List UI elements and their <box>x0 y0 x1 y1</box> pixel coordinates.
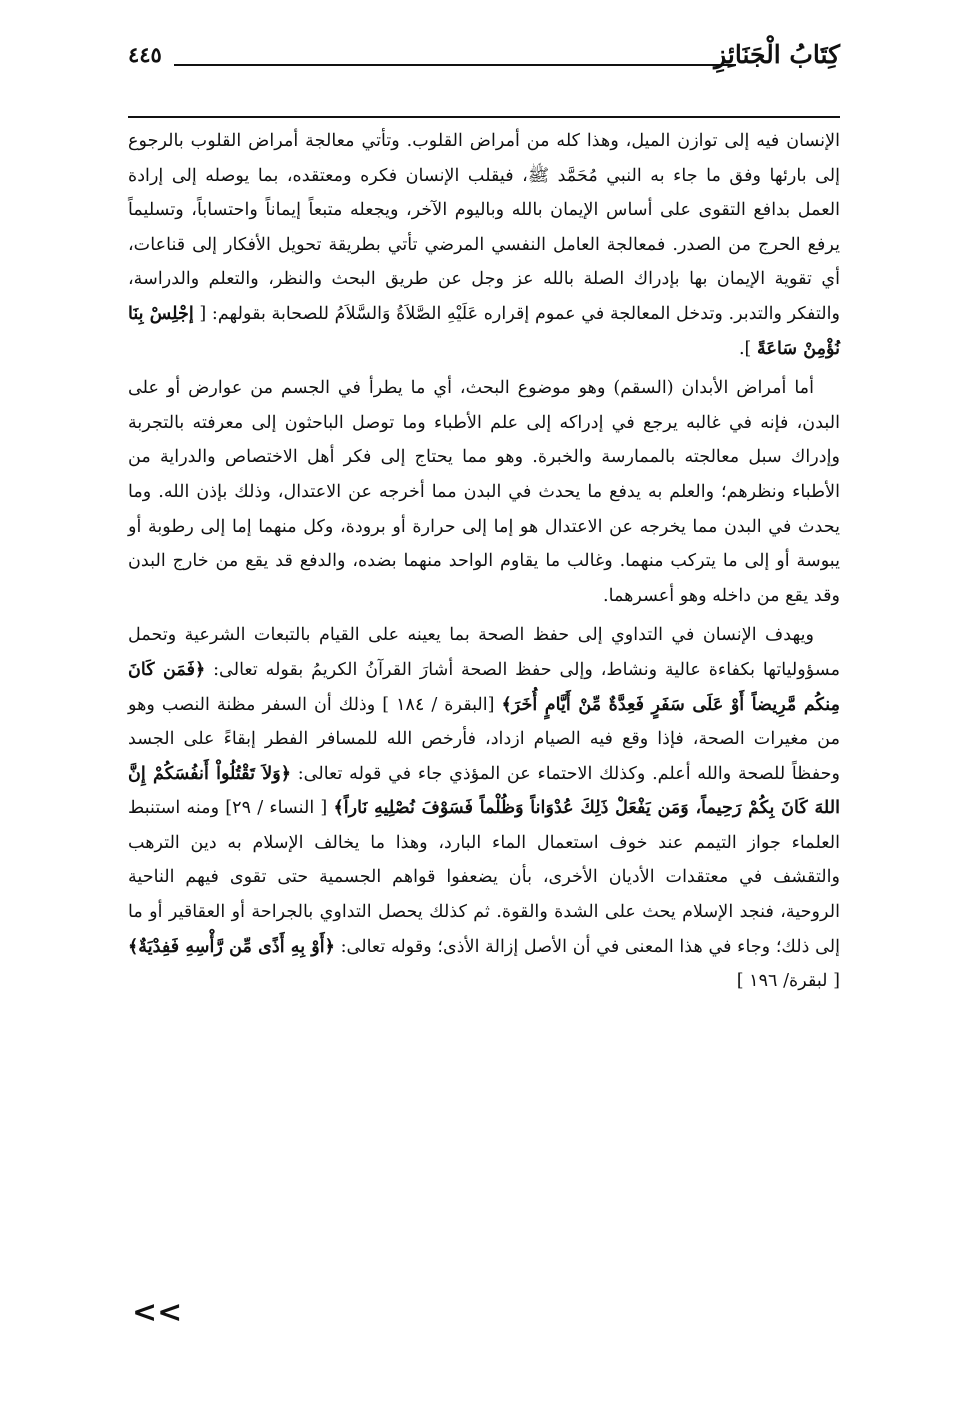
quran-verse: ﴿وَلاَ تَقْتُلُواْ أَنفُسَكُمْ إِنَّ اللهَ كَانَ بِكُمْ رَحِيماً، وَمَن يَفْعَلْ ذَلِكَ عُدْوَاناً وَظُلْماً فَسَوْفَ نُصْلِيهِ نَاراً﴾ <box>128 762 841 819</box>
text-segment: [البقرة / ١٨٤ ] وذلك أن السفر مظنة النصب وهو من مغيرات الصحة، فإذا وقع فيه الصيام ازداد، فأرخص الله للمسافر الفطر إبقاءً على الجسد وحفظاً للصحة والله أعلم. وكذلك الاحتماء عن المؤذي جاء في قوله تعالى: <box>128 694 840 784</box>
header-divider <box>128 116 840 118</box>
header-rule <box>174 64 736 66</box>
page-header <box>128 40 840 84</box>
paragraph <box>128 618 840 999</box>
quran-verse: ﴿فَمَن كَانَ مِنكُم مَّرِيضاً أَوْ عَلَى سَفَرٍ فَعِدَّةٌ مِّنْ أَيَّامٍ أُخَرَ﴾ <box>128 658 840 715</box>
text-segment: [ النساء / ٢٩] ومنه استنبط العلماء جواز التيمم عند خوف استعمال الماء البارد، وهذا ما يخالف الإسلام به دين الترهب والتقشف في معتقدات الأديان الأخرى، بأن يضعفوا قواهم الجسمية حتى تقوى فيهم الناحية الروحية، فنجد الإسلام يحث على الشدة والقوة. ثم كذلك يحصل التداوي بالجراحة أو العقاقير أو ما إلى ذلك؛ وجاء في هذا المعنى في أن الأصل إزالة الأذى؛ وقوله تعالى: <box>128 798 840 957</box>
continuation-marker: << <box>132 1295 183 1330</box>
text-segment: ]. <box>738 338 758 359</box>
quran-verse: إجْلِسْ بِنَا نُؤْمِنْ سَاعَةً <box>128 302 840 359</box>
text-segment: أما أمراض الأبدان (السقم) وهو موضوع البحث، أي ما يطرأ في الجسم من عوارض أو على البدن، فإنه في غالبه يرجع في إدراكه إلى علم الأطباء وما توصل الباحثون إلى معرفته بالتجربة وإدراك سبل معالجته بالممارسة والخبرة. وهو مما يحتاج إلى فكر أهل الاختصاص والدراية من الأطباء ونظرهم؛ والعلم به يدفع ما يحدث في البدن مما أخرجه عن الاعتدال، وذلك بإذن الله. وما يحدث في البدن مما يخرجه عن الاعتدال هو إما إلى حرارة أو برودة، وكل منهما إما إلى رطوبة أو يبوسة أو إلى ما يتركب منهما. وغالب ما يقاوم الواحد منهما بضده، والدفع قد يقع من خارج البدن وقد يقع من داخله وهو أعسرهما. <box>128 378 840 606</box>
text-segment: [ لبقرة/ ١٩٦ ] <box>736 971 840 992</box>
page-number: ٤٤٥ <box>128 42 162 67</box>
paragraph <box>128 371 840 613</box>
text-segment: الإنسان فيه إلى توازن الميل، وهذا كله من أمراض القلوب. وتأتي معالجة أمراض القلوب بالرجوع إلى بارئها وفق ما جاء به النبي مُحَمَّد ﷺ، فيقلب الإنسان فكره ومعتقده، بما يوصله إلى إرادة العمل بدافع التقوى على أساس الإيمان بالله وباليوم الآخر، ويجعله متبعاً إيماناً واحتساباً، وتسليماً يرفع الحرج من الصدر. فمعالجة العامل النفسي المرضي تأتي بطريقة تحويل الأفكار إلى قناعات، أي تقوية الإيمان بها بإدراك الصلة بالله عز وجل عن طريق البحث والنظر، والتعلم والدراسة، والتفكر والتدبر. وتدخل المعالجة في عموم إقراره عَلَيْهِ الصَّلاَةُ وَالسَّلاَمُ للصحابة بقولهم: [ <box>128 131 840 324</box>
text-segment: ويهدف الإنسان في التداوي إلى حفظ الصحة بما يعينه على القيام بالتبعات الشرعية وتحمل مسؤولياتها بكفاءة عالية ونشاط، وإلى حفظ الصحة أشارَ القرآنُ الكريمُ بقوله تعالى: <box>128 625 840 680</box>
chapter-title: كِتَابُ الْجَنَائِزِ <box>714 40 840 69</box>
quran-verse: ﴿أَوْ بِهِ أَذًى مِّن رَّأْسِهِ فَفِدْيَةٌ﴾ <box>128 935 335 957</box>
body-text <box>128 124 840 1004</box>
paragraph <box>128 124 840 366</box>
